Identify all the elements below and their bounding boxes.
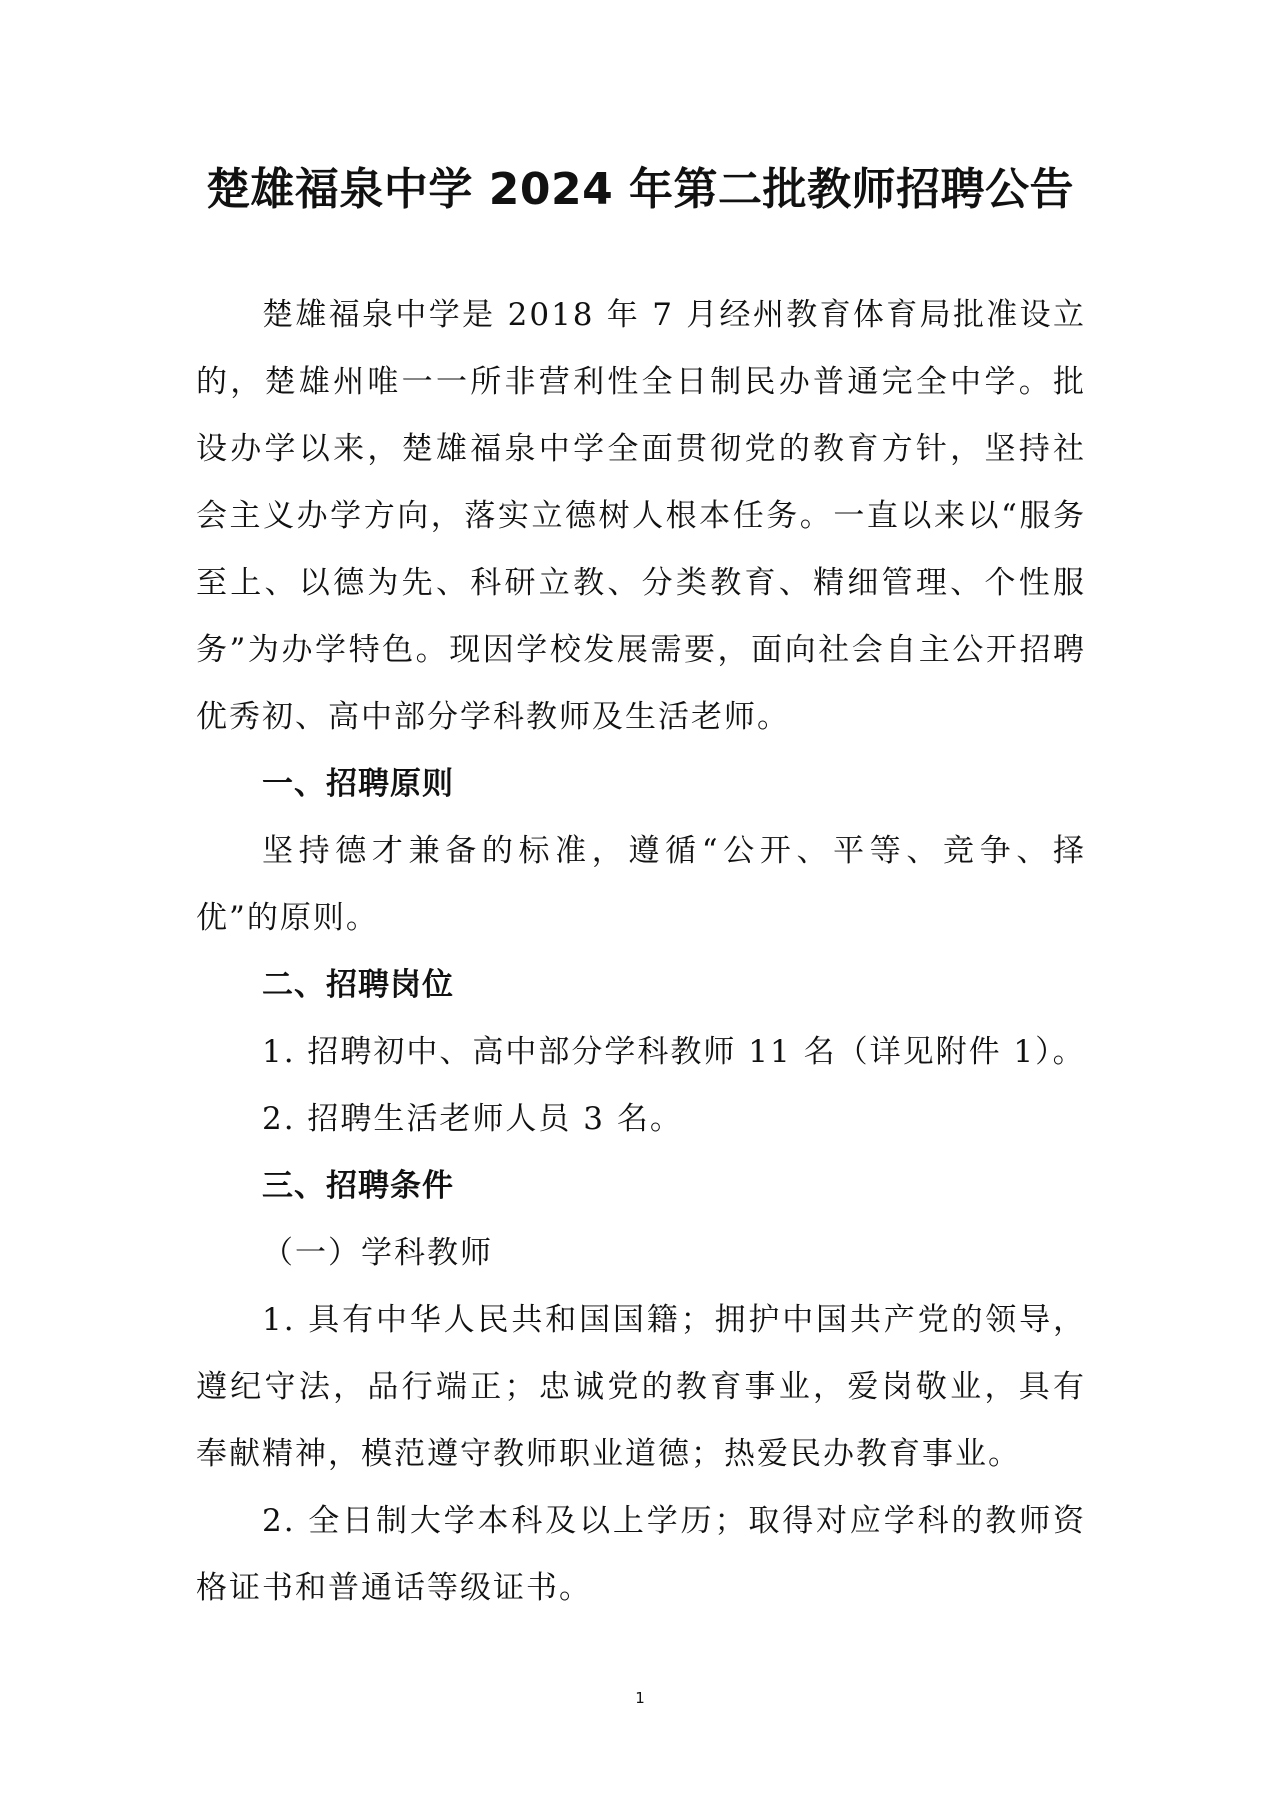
- principles-paragraph: 坚持德才兼备的标准，遵循“公开、平等、竞争、择优”的原则。: [196, 833, 1086, 936]
- conditions-item: 2. 全日制大学本科及以上学历；取得对应学科的教师资格证书和普通话等级证书。: [196, 1503, 1086, 1606]
- section-heading-positions: 二、招聘岗位: [262, 967, 454, 1003]
- positions-item: 2. 招聘生活老师人员 3 名。: [262, 1101, 683, 1137]
- section-heading-conditions: 三、招聘条件: [262, 1168, 454, 1204]
- section-heading-principles: 一、招聘原则: [262, 766, 454, 802]
- subsection-heading-subject-teachers: （一）学科教师: [262, 1235, 493, 1271]
- positions-item: 1. 招聘初中、高中部分学科教师 11 名（详见附件 1）。: [262, 1034, 1086, 1070]
- page-number: 1: [635, 1689, 645, 1707]
- document-body: [196, 282, 1086, 1622]
- document-title: 楚雄福泉中学 2024 年第二批教师招聘公告: [205, 164, 1075, 215]
- conditions-item: 1. 具有中华人民共和国国籍；拥护中国共产党的领导，遵纪守法，品行端正；忠诚党的教育事业，爱岗敬业，具有奉献精神，模范遵守教师职业道德；热爱民办教育事业。: [196, 1302, 1086, 1472]
- intro-paragraph: 楚雄福泉中学是 2018 年 7 月经州教育体育局批准设立的，楚雄州唯一一所非营利性全日制民办普通完全中学。批设办学以来，楚雄福泉中学全面贯彻党的教育方针，坚持社会主义办学方向，落实立德树人根本任务。一直以来以“服务至上、以德为先、科研立教、分类教育、精细管理、个性服务”为办学特色。现因学校发展需要，面向社会自主公开招聘优秀初、高中部分学科教师及生活老师。: [196, 297, 1086, 735]
